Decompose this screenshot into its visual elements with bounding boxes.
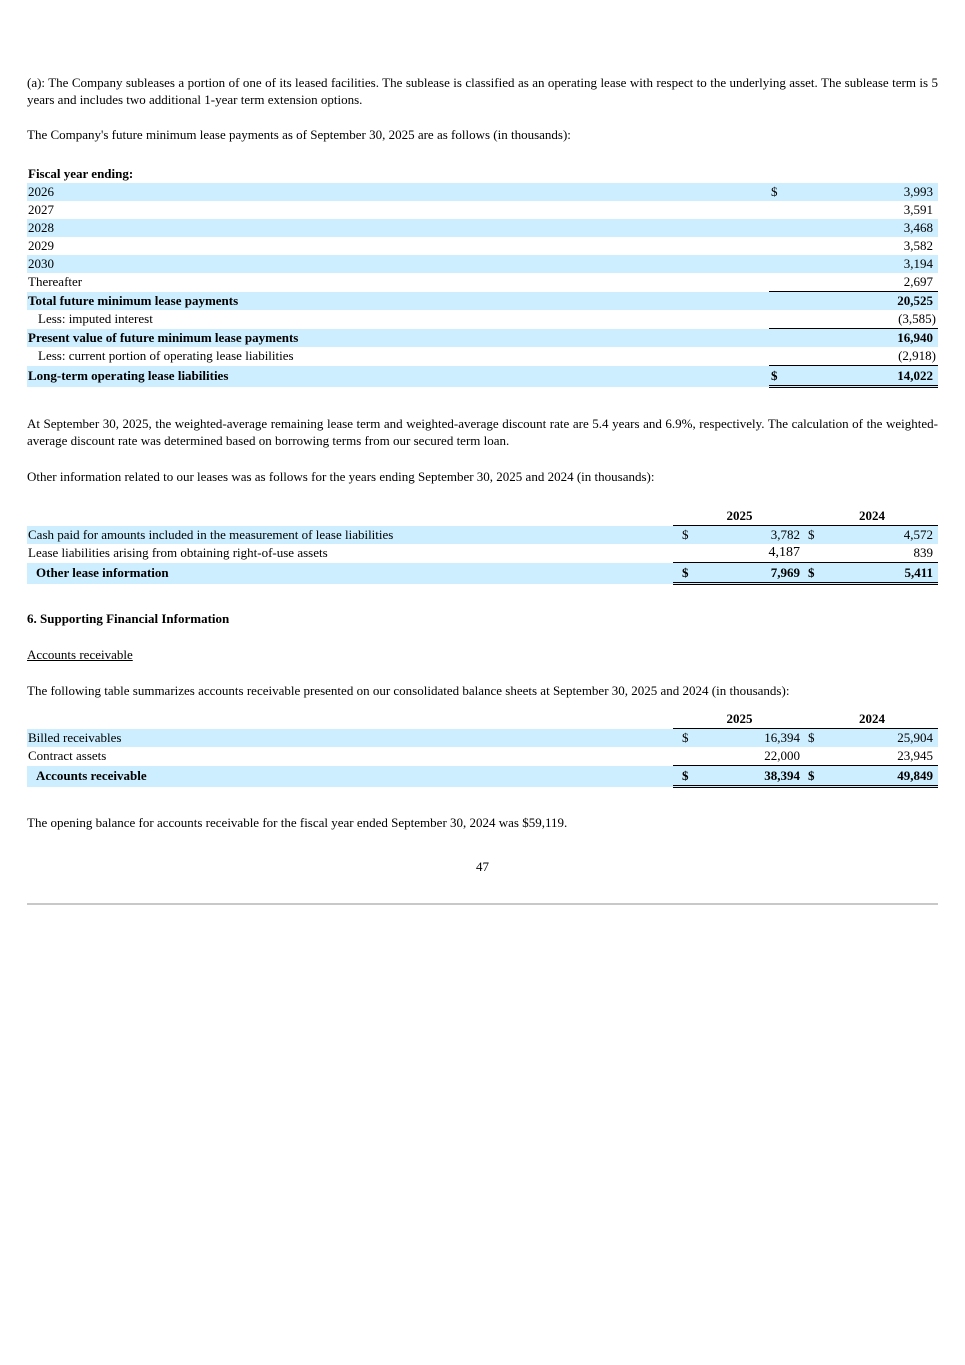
table-row: Billed receivables $ 16,394 $ 25,904: [27, 729, 938, 748]
table-row: 2028 3,468: [27, 219, 938, 237]
weighted-average-paragraph: [27, 416, 938, 449]
table-row: Contract assets 22,000 23,945: [28, 748, 933, 764]
total-row: Total future minimum lease payments 20,525: [27, 292, 938, 311]
other-info-intro: [27, 469, 938, 486]
note-a-text: (a): The Company subleases a portion of one of its leased facilities. The sublease is classified as an operating lease with respect to the underlying asset. The sublease term is 5 years and includes two additional 1-year term extension options.: [27, 75, 938, 107]
ar-intro-text: The following table summarizes accounts receivable presented on our consolidated balance sheets at September 30, 2025 and 2024 (in thousands):: [27, 683, 790, 698]
column-header-2025: 2025: [726, 508, 753, 523]
section-heading: [27, 611, 938, 628]
column-header-2024: 2024: [859, 508, 885, 523]
column-header-2025: 2025: [726, 711, 753, 726]
future-payments-intro-text: The Company's future minimum lease payments as of September 30, 2025 are as follows (in thousands):: [27, 127, 571, 142]
ar-intro: [27, 683, 938, 700]
subheading-text: Accounts receivable: [27, 647, 133, 662]
column-header-2024: 2024: [859, 711, 885, 726]
total-row: Accounts receivable $ 38,394 $ 49,849: [27, 766, 938, 787]
table-row: 2026 $ 3,993: [27, 183, 938, 201]
footer-divider: [27, 903, 938, 905]
opening-balance: [27, 815, 938, 832]
note-a: [27, 75, 938, 108]
table-row: Thereafter 2,697: [28, 274, 933, 290]
total-row: Other lease information $ 7,969 $ 5,411: [27, 563, 938, 584]
future-payments-intro: [27, 127, 938, 144]
section-heading-text: 6. Supporting Financial Information: [27, 611, 230, 626]
table-row: Less: current portion of operating lease liabilities (2,918): [38, 348, 936, 364]
table-row: Lease liabilities arising from obtaining right-of-use assets 4,187 839: [28, 545, 933, 561]
table-row: Cash paid for amounts included in the measurement of lease liabilities $ 3,782 $ 4,572: [27, 526, 938, 545]
other-lease-table: [27, 507, 938, 585]
table-row: 2027 3,591: [28, 202, 933, 217]
fiscal-year-header: Fiscal year ending:: [28, 166, 134, 181]
page-number: 47: [476, 859, 489, 874]
accounts-receivable-table: [27, 710, 938, 788]
table-row: Less: imputed interest (3,585): [38, 311, 936, 327]
table-row: 2029 3,582: [28, 238, 933, 253]
present-value-row: Present value of future minimum lease payments 16,940: [27, 329, 938, 348]
accounts-receivable-subheading: [27, 647, 938, 664]
other-info-intro-text: Other information related to our leases was as follows for the years ending September 30, 2025 and 2024 (in thousands):: [27, 469, 655, 484]
long-term-row: Long-term operating lease liabilities $ 14,022: [27, 366, 938, 387]
weighted-average-text: At September 30, 2025, the weighted-average remaining lease term and weighted-average discount rate are 5.4 years and 6.9%, respectively. The calculation of the weighted-average discount rate was determined based on borrowing terms from our secured term loan.: [27, 416, 938, 448]
opening-balance-text: The opening balance for accounts receivable for the fiscal year ended September 30, 2024 was $59,119.: [27, 815, 568, 830]
lease-payments-table: [27, 165, 938, 388]
table-row: 2030 3,194: [27, 255, 938, 273]
